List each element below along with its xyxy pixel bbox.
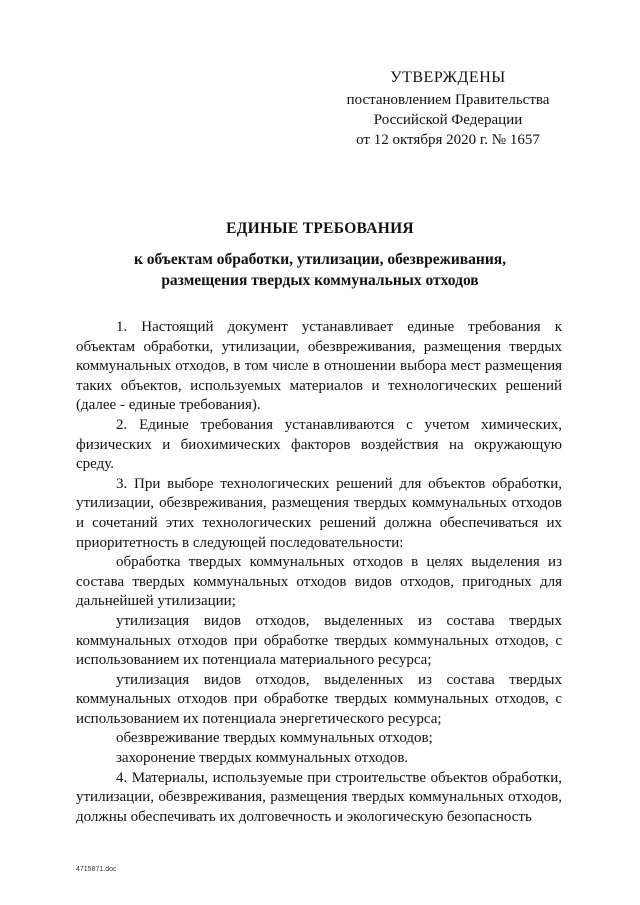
title-subtitle-line-1: к объектам обработки, утилизации, обезвреживания,	[133, 251, 507, 268]
list-item-disposal: захоронение твердых коммунальных отходов.	[116, 750, 409, 767]
document-title	[60, 218, 580, 291]
approval-heading: УТВЕРЖДЕНЫ	[390, 69, 506, 86]
document-body	[76, 318, 562, 827]
approval-line-3: от 12 октября 2020 г. № 1657	[356, 132, 540, 148]
list-item-material-recovery: утилизация видов отходов, выделенных из состава твердых коммунальных отходов при обработке твердых коммунальных отходов, с использованием их потенциала материального ресурса;	[76, 612, 562, 669]
footer-file-name: 4715871.doc	[76, 866, 117, 873]
approval-stamp	[330, 68, 566, 150]
list-item-neutralization: обезвреживание твердых коммунальных отходов;	[116, 730, 433, 747]
list-item-energy-recovery: утилизация видов отходов, выделенных из состава твердых коммунальных отходов при обработке твердых коммунальных отходов, с использованием их потенциала энергетического ресурса;	[76, 671, 562, 727]
paragraph-1: 1. Настоящий документ устанавливает единые требования к объектам обработки, утилизации, обезвреживания, размещения твердых коммунальных отходов, в том числе в отношении выбора мест размещения таких объектов, используемых материалов и технологических решений (далее - единые требования).	[76, 319, 562, 414]
approval-line-1: постановлением Правительства	[346, 92, 550, 108]
approval-line-2: Российской Федерации	[373, 112, 523, 128]
title-main: ЕДИНЫЕ ТРЕБОВАНИЯ	[226, 220, 414, 237]
paragraph-3: 3. При выборе технологических решений для объектов обработки, утилизации, обезвреживания, размещения твердых коммунальных отходов и сочетаний этих технологических решений должна обеспечиваться их приоритетность в следующей последовательности:	[76, 475, 562, 551]
paragraph-4: 4. Материалы, используемые при строительстве объектов обработки, утилизации, обезвреживания, размещения твердых коммунальных отходов, должны обеспечивать их долговечность и экологическую безопасность	[76, 769, 562, 825]
paragraph-2: 2. Единые требования устанавливаются с учетом химических, физических и биохимических факторов воздействия на окружающую среду.	[76, 416, 562, 473]
title-subtitle-line-2: размещения твердых коммунальных отходов	[161, 272, 479, 289]
list-item-processing: обработка твердых коммунальных отходов в целях выделения из состава твердых коммунальных отходов видов отходов, пригодных для дальнейшей утилизации;	[76, 554, 562, 610]
